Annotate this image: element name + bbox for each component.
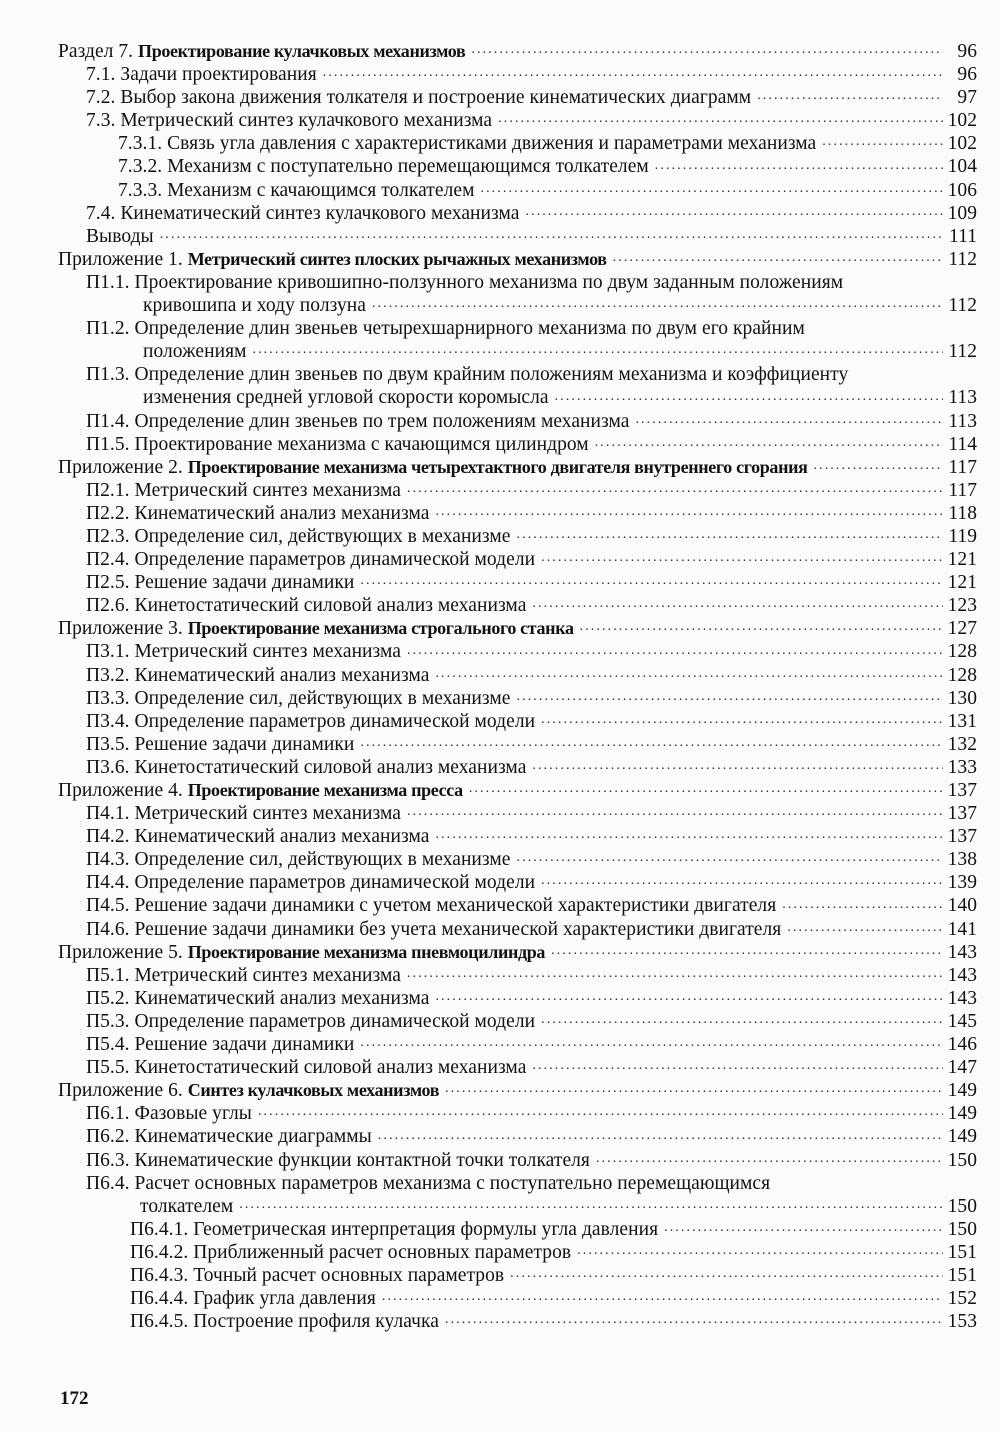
toc-entry-heading — [86, 894, 776, 917]
dot-leader — [382, 1287, 943, 1307]
dot-leader — [435, 502, 943, 522]
dot-leader — [445, 1079, 943, 1099]
toc-page-number: 117 — [948, 479, 977, 501]
toc-entry-heading — [86, 525, 511, 548]
dot-leader — [655, 156, 943, 176]
toc-section-entry — [0, 1079, 1000, 1102]
dot-leader — [814, 456, 944, 476]
toc-page-number: 113 — [948, 387, 977, 409]
toc-section-entry — [0, 617, 1000, 640]
toc-page-number: 152 — [947, 1288, 977, 1310]
toc-entry-title: П2.2. Кинематический анализ механизма — [86, 502, 430, 524]
dot-leader — [822, 132, 943, 152]
toc-entry-heading — [58, 456, 808, 479]
toc-page-number: 118 — [948, 502, 977, 524]
toc-page-number: 106 — [947, 179, 977, 201]
toc-entry-heading — [86, 733, 354, 756]
dot-leader — [757, 86, 943, 106]
toc-entry-title: Проектирование кулачковых механизмов — [138, 41, 466, 61]
toc-entry — [0, 548, 1000, 571]
toc-section-label: Приложение 1. — [58, 248, 188, 270]
toc-entry-title: П2.3. Определение сил, действующих в механизме — [86, 525, 511, 547]
toc-entry — [0, 525, 1000, 548]
toc-page-number: 150 — [947, 1218, 977, 1240]
toc-entry-title: П1.2. Определение длин звеньев четырехшарнирного механизма по двум его крайним — [86, 318, 805, 340]
toc-entry-title: 7.2. Выбор закона движения толкателя и построение кинематических диаграмм — [86, 87, 752, 109]
toc-entry — [0, 871, 1000, 894]
toc-entry — [0, 987, 1000, 1010]
toc-entry-heading — [118, 155, 649, 178]
toc-entry-title: П6.3. Кинематические функции контактной точки толкателя — [86, 1149, 590, 1171]
toc-page-number: 96 — [957, 41, 977, 62]
toc-page-number: 151 — [947, 1264, 977, 1286]
toc-entry — [0, 479, 1000, 502]
toc-entry — [0, 571, 1000, 594]
toc-page-number: 109 — [947, 202, 977, 224]
toc-entry-title: П2.6. Кинетостатический силовой анализ механизма — [86, 595, 527, 617]
dot-leader — [258, 1102, 943, 1122]
toc-entry — [0, 802, 1000, 825]
toc-entry-heading — [86, 202, 519, 225]
toc-entry — [0, 848, 1000, 871]
toc-entry — [0, 1218, 1000, 1241]
toc-page-number: 102 — [947, 133, 977, 155]
toc-entry-title: П4.6. Решение задачи динамики без учета механической характеристики двигателя — [86, 918, 782, 940]
toc-page-number: 111 — [949, 225, 977, 247]
toc-page-number: 137 — [947, 803, 977, 825]
toc-entry-title-continuation: кривошипа и ходу ползуна — [143, 295, 366, 317]
toc-entry-heading — [130, 1287, 376, 1310]
toc-entry-title: Синтез кулачковых механизмов — [187, 1080, 440, 1101]
toc-page-number: 146 — [947, 1034, 977, 1056]
toc-entry-heading — [86, 571, 354, 594]
toc-entry-heading — [86, 710, 535, 733]
dot-leader — [252, 340, 943, 360]
toc-entry-title: Выводы — [86, 225, 154, 247]
toc-entry — [0, 1172, 1000, 1218]
dot-leader — [510, 1264, 943, 1284]
toc-entry-title: П3.1. Метрический синтез механизма — [86, 641, 401, 663]
toc-entry — [0, 1310, 1000, 1333]
toc-entry-title: 7.4. Кинематический синтез кулачкового механизма — [86, 202, 520, 224]
dot-leader — [525, 202, 943, 222]
toc-entry-heading — [118, 132, 816, 155]
toc-entry-heading — [86, 802, 401, 825]
toc-section-label: Раздел 7. — [58, 41, 139, 62]
toc-entry-heading — [86, 918, 781, 941]
toc-entry-title: П1.4. Определение длин звеньев по трем положениям механизма — [86, 410, 630, 432]
dot-leader — [541, 1010, 943, 1030]
dot-leader — [407, 479, 943, 499]
toc-entry — [0, 1264, 1000, 1287]
toc-entry-heading — [86, 964, 401, 987]
toc-entry — [0, 710, 1000, 733]
toc-entry-title: 7.1. Задачи проектирования — [86, 64, 317, 86]
toc-page-number: 113 — [948, 410, 977, 432]
toc-page-number: 149 — [947, 1126, 977, 1148]
toc-page-number: 112 — [948, 295, 977, 317]
toc-entry-title: П1.1. Проектирование кривошипно-ползунного механизма по двум заданным положениям — [86, 271, 844, 293]
toc-entry-title: П4.1. Метрический синтез механизма — [86, 803, 401, 825]
toc-entry-title: П3.3. Определение сил, действующих в механизме — [86, 687, 511, 709]
toc-entry-heading — [130, 1218, 658, 1241]
toc-page-number: 150 — [947, 1149, 977, 1171]
toc-page-number: 145 — [947, 1010, 977, 1032]
toc-entry-heading — [86, 594, 526, 617]
toc-entry — [0, 363, 1000, 409]
toc-entry — [0, 317, 1000, 363]
toc-entry-title-continuation: положениям — [143, 341, 247, 363]
toc-entry-heading — [86, 225, 154, 248]
toc-entry-heading — [130, 1241, 571, 1264]
page-number: 172 — [60, 1388, 89, 1409]
toc-entry — [0, 640, 1000, 663]
toc-page-number: 149 — [947, 1080, 977, 1102]
toc-entry-title: П6.1. Фазовые углы — [86, 1103, 252, 1125]
toc-entry-title-continuation: изменения средней угловой скорости коромысла — [143, 387, 549, 409]
toc-page-number: 150 — [947, 1195, 977, 1217]
dot-leader — [517, 848, 944, 868]
toc-entry-heading — [118, 179, 474, 202]
toc-section-label: Приложение 4. — [58, 780, 188, 801]
dot-leader — [596, 1149, 943, 1169]
toc-page-number: 97 — [957, 87, 977, 109]
toc-page-number: 127 — [947, 618, 977, 640]
toc-page-number: 143 — [947, 987, 977, 1009]
dot-leader — [469, 779, 943, 799]
dot-leader — [407, 641, 943, 661]
toc-entry-heading — [86, 987, 429, 1010]
toc-entry-heading — [58, 779, 463, 802]
toc-page-number: 130 — [947, 687, 977, 709]
toc-section-label: Приложение 5. — [58, 941, 188, 963]
dot-leader — [360, 733, 943, 753]
toc-entry — [0, 825, 1000, 848]
dot-leader — [635, 410, 943, 430]
dot-leader — [323, 63, 943, 83]
toc-page-number: 151 — [947, 1241, 977, 1263]
dot-leader — [787, 918, 943, 938]
dot-leader — [532, 756, 943, 776]
toc-section-entry — [0, 779, 1000, 802]
toc-entry — [0, 63, 1000, 86]
table-of-contents — [0, 40, 1000, 1333]
toc-page-number: 133 — [947, 756, 977, 778]
dot-leader — [372, 294, 943, 314]
toc-entry-title: П3.6. Кинетостатический силовой анализ механизма — [86, 756, 527, 778]
toc-entry — [0, 894, 1000, 917]
dot-leader — [160, 225, 943, 245]
toc-entry-title: П2.1. Метрический синтез механизма — [86, 479, 401, 501]
toc-entry-title: 7.3.1. Связь угла давления с характеристиками движения и параметрами механизма — [118, 133, 817, 155]
toc-entry-title: П6.4.1. Геометрическая интерпретация формулы угла давления — [130, 1218, 659, 1240]
toc-page-number: 139 — [947, 872, 977, 894]
toc-page-number: 138 — [947, 849, 977, 871]
toc-page-number: 143 — [947, 964, 977, 986]
dot-leader — [498, 109, 943, 129]
toc-entry-title: П1.3. Определение длин звеньев по двум крайним положениям механизма и коэффициенту — [86, 364, 849, 386]
toc-entry — [0, 179, 1000, 202]
toc-section-entry — [0, 40, 1000, 63]
toc-section-label: Приложение 3. — [58, 618, 188, 640]
toc-entry-heading — [130, 1310, 439, 1333]
dot-leader — [471, 40, 943, 60]
toc-entry-heading — [86, 548, 535, 571]
toc-entry-heading — [86, 664, 429, 687]
toc-entry-title: П4.5. Решение задачи динамики с учетом механической характеристики двигателя — [86, 895, 777, 917]
dot-leader — [239, 1195, 943, 1215]
toc-entry-heading — [86, 1102, 252, 1125]
toc-entry — [0, 132, 1000, 155]
toc-entry-heading — [86, 479, 401, 502]
toc-page-number: 137 — [947, 826, 977, 848]
toc-entry-title: П3.5. Решение задачи динамики — [86, 733, 355, 755]
dot-leader — [551, 941, 943, 961]
toc-section-entry — [0, 456, 1000, 479]
toc-entry-title: П3.2. Кинематический анализ механизма — [86, 664, 430, 686]
toc-entry — [0, 964, 1000, 987]
toc-page-number: 137 — [947, 780, 977, 801]
toc-entry — [0, 664, 1000, 687]
toc-entry-title: П6.2. Кинематические диаграммы — [86, 1126, 372, 1148]
dot-leader — [541, 871, 943, 891]
toc-entry — [0, 433, 1000, 456]
toc-entry-title: П4.2. Кинематический анализ механизма — [86, 826, 430, 848]
toc-entry-heading — [58, 941, 545, 964]
dot-leader — [480, 179, 943, 199]
toc-entry-title: П5.5. Кинетостатический силовой анализ механизма — [86, 1057, 527, 1079]
toc-entry — [0, 1010, 1000, 1033]
toc-entry — [0, 1056, 1000, 1079]
toc-entry-heading — [86, 640, 401, 663]
toc-entry-heading — [86, 502, 429, 525]
toc-page-number: 128 — [947, 641, 977, 663]
toc-entry — [0, 202, 1000, 225]
toc-entry-heading — [58, 1079, 439, 1102]
toc-page-number: 114 — [948, 433, 977, 455]
dot-leader — [435, 825, 943, 845]
toc-page-number: 123 — [947, 595, 977, 617]
dot-leader — [445, 1310, 943, 1330]
toc-entry-title-continuation: толкателем — [140, 1195, 234, 1217]
toc-page-number: 104 — [947, 156, 977, 178]
toc-page-number: 147 — [947, 1057, 977, 1079]
toc-entry-title: 7.3.2. Механизм с поступательно перемещающимся толкателем — [118, 156, 649, 178]
toc-entry-heading — [86, 687, 511, 710]
toc-entry — [0, 1033, 1000, 1056]
toc-page-number: 132 — [947, 733, 977, 755]
toc-section-entry — [0, 248, 1000, 271]
toc-entry — [0, 756, 1000, 779]
dot-leader — [613, 248, 943, 268]
toc-entry-title: 7.3. Метрический синтез кулачкового механизма — [86, 110, 493, 132]
dot-leader — [435, 664, 943, 684]
toc-entry-title: П5.4. Решение задачи динамики — [86, 1034, 355, 1056]
toc-entry-heading — [86, 871, 535, 894]
toc-page-number: 121 — [947, 549, 977, 571]
toc-entry-title: П6.4.4. График угла давления — [130, 1288, 376, 1310]
dot-leader — [541, 548, 943, 568]
toc-entry-title: Проектирование механизма строгального станка — [187, 618, 574, 639]
toc-entry — [0, 410, 1000, 433]
toc-page-number: 153 — [947, 1311, 977, 1333]
dot-leader — [532, 1056, 943, 1076]
toc-entry — [0, 1149, 1000, 1172]
toc-entry — [0, 687, 1000, 710]
toc-entry — [0, 271, 1000, 317]
toc-entry — [0, 225, 1000, 248]
dot-leader — [517, 525, 944, 545]
toc-entry-heading — [86, 63, 317, 86]
toc-entry-title: Проектирование механизма пресса — [187, 780, 463, 800]
toc-page-number: 149 — [947, 1103, 977, 1125]
dot-leader — [435, 987, 943, 1007]
dot-leader — [407, 964, 943, 984]
toc-entry-title: П3.4. Определение параметров динамической модели — [86, 710, 536, 732]
toc-entry — [0, 733, 1000, 756]
toc-page-number: 102 — [947, 110, 977, 132]
toc-entry-title: Проектирование механизма пневмоцилиндра — [187, 941, 546, 962]
toc-entry-title: П6.4.5. Построение профиля кулачка — [130, 1311, 439, 1333]
toc-section-entry — [0, 941, 1000, 964]
toc-entry-heading — [86, 433, 589, 456]
dot-leader — [407, 802, 943, 822]
dot-leader — [580, 617, 943, 637]
toc-entry-title: П5.2. Кинематический анализ механизма — [86, 987, 430, 1009]
toc-entry-heading — [86, 848, 511, 871]
dot-leader — [595, 433, 943, 453]
toc-entry-heading — [86, 86, 751, 109]
toc-entry-title: П4.4. Определение параметров динамической модели — [86, 872, 536, 894]
toc-entry-title: П4.3. Определение сил, действующих в механизме — [86, 849, 511, 871]
toc-entry-heading — [58, 248, 607, 271]
toc-page-number: 112 — [948, 248, 977, 270]
toc-entry-title: Метрический синтез плоских рычажных механизмов — [187, 248, 607, 269]
dot-leader — [517, 687, 944, 707]
toc-entry-heading — [130, 1264, 504, 1287]
toc-entry-heading — [86, 756, 526, 779]
toc-entry-title: П2.5. Решение задачи динамики — [86, 572, 355, 594]
toc-entry-heading — [86, 410, 629, 433]
toc-entry — [0, 1125, 1000, 1148]
toc-entry-heading — [86, 1125, 372, 1148]
toc-entry-title: П2.4. Определение параметров динамической модели — [86, 549, 536, 571]
toc-entry-title: П5.3. Определение параметров динамической модели — [86, 1010, 536, 1032]
toc-entry-title: П6.4.3. Точный расчет основных параметров — [130, 1264, 505, 1286]
toc-section-label: Приложение 6. — [58, 1080, 188, 1102]
toc-entry-heading — [86, 1033, 354, 1056]
dot-leader — [541, 710, 943, 730]
toc-page-number: 128 — [947, 664, 977, 686]
toc-page-number: 131 — [947, 710, 977, 732]
toc-section-label: Приложение 2. — [58, 456, 188, 478]
dot-leader — [378, 1126, 943, 1146]
toc-entry-heading — [58, 617, 574, 640]
toc-entry-heading — [86, 825, 429, 848]
toc-entry — [0, 502, 1000, 525]
dot-leader — [532, 594, 943, 614]
toc-entry-title: П1.5. Проектирование механизма с качающимся цилиндром — [86, 433, 589, 455]
dot-leader — [360, 1033, 943, 1053]
dot-leader — [555, 387, 943, 407]
toc-page-number: 119 — [948, 525, 977, 547]
toc-entry-title: П5.1. Метрический синтез механизма — [86, 964, 401, 986]
toc-page-number: 112 — [948, 341, 977, 363]
toc-entry — [0, 1241, 1000, 1264]
toc-entry-heading — [86, 1149, 590, 1172]
toc-entry-heading — [58, 40, 465, 63]
toc-entry — [0, 918, 1000, 941]
dot-leader — [782, 895, 943, 915]
dot-leader — [360, 571, 943, 591]
toc-page-number: 141 — [947, 918, 977, 940]
dot-leader — [577, 1241, 943, 1261]
toc-entry-title: 7.3.3. Механизм с качающимся толкателем — [118, 179, 475, 201]
toc-entry — [0, 155, 1000, 178]
toc-entry — [0, 86, 1000, 109]
toc-entry — [0, 1102, 1000, 1125]
toc-page-number: 121 — [947, 572, 977, 594]
toc-page-number: 96 — [957, 64, 977, 86]
toc-entry-title: П6.4. Расчет основных параметров механизма с поступательно перемещающимся — [86, 1172, 771, 1194]
toc-entry-heading — [86, 109, 492, 132]
dot-leader — [664, 1218, 943, 1238]
toc-entry — [0, 109, 1000, 132]
toc-page-number: 143 — [947, 941, 977, 963]
toc-page-number: 140 — [947, 895, 977, 917]
toc-entry-heading — [86, 1010, 535, 1033]
toc-entry — [0, 1287, 1000, 1310]
toc-entry-heading — [86, 1056, 526, 1079]
toc-page-number: 117 — [948, 456, 977, 478]
toc-entry-title: Проектирование механизма четырехтактного двигателя внутреннего сгорания — [187, 456, 808, 477]
toc-entry — [0, 594, 1000, 617]
toc-entry-title: П6.4.2. Приближенный расчет основных параметров — [130, 1241, 572, 1263]
